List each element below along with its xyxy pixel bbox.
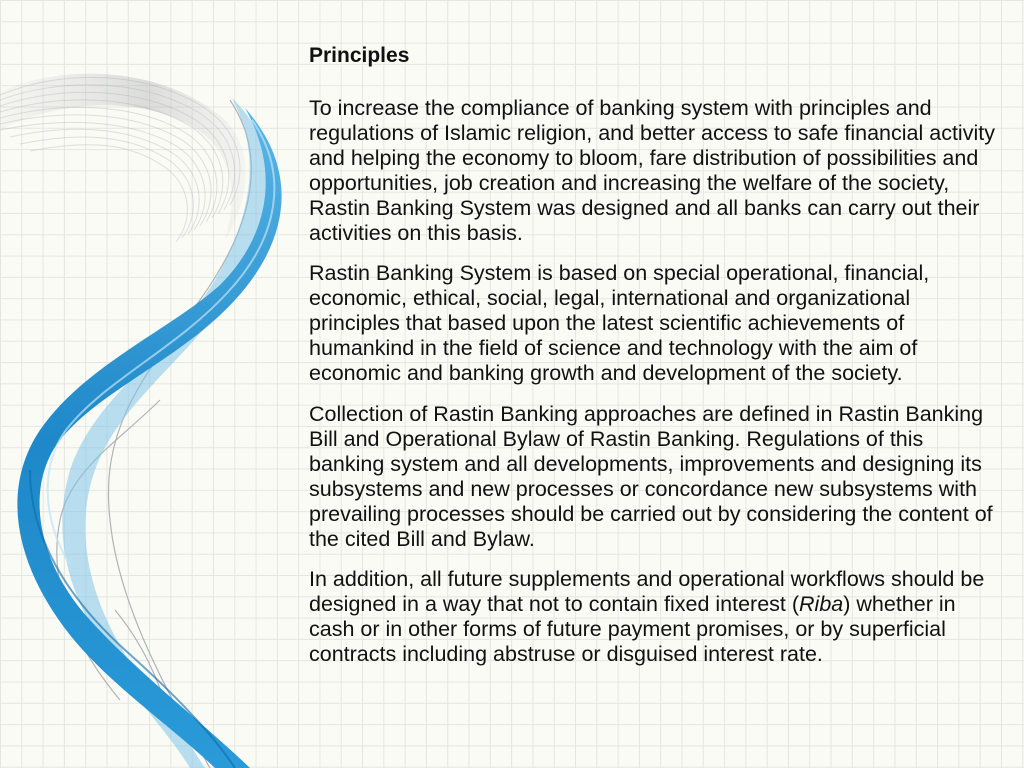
slide-title: Principles xyxy=(309,44,410,67)
paragraph-4-end: ) whether in cash or in other forms of future payment promises, or by superficial contracts including abstruse or disguised interest rate. xyxy=(309,592,956,667)
paragraph-2: Rastin Banking System is based on special operational, financial, economic, ethical, social, legal, international and organizational principles that based upon the latest scientific achievements of humankind in the field of science and technology with the aim of economic and banking growth and development of the society. xyxy=(309,261,930,386)
riba-term: Riba xyxy=(799,592,844,617)
paragraph-4 xyxy=(309,567,999,667)
paragraph-4-start: In addition, all future supplements and operational workflows should be designed in a way that not to contain fixed interest ( xyxy=(309,567,985,617)
thin-gray-lines xyxy=(57,100,251,768)
decorative-ribbon-swirl xyxy=(0,0,320,768)
paragraph-3: Collection of Rastin Banking approaches are defined in Rastin Banking Bill and Operational Bylaw of Rastin Banking. Regulations of this banking system and all developments, improvements and designing its subsystems and new processes or concordance new subsystems with prevailing processes should be carried out by considering the content of the cited Bill and Bylaw. xyxy=(309,401,993,551)
blue-ribbon xyxy=(17,108,281,768)
slide-content xyxy=(309,42,999,683)
paragraph-1: To increase the compliance of banking system with principles and regulations of Islamic religion, and better access to safe financial activity and helping the economy to bloom, fare distribution of possibilities and opportunities, job creation and increasing the welfare of the society, Rastin Banking System was designed and all banks can carry out their activities on this basis. xyxy=(309,96,995,245)
